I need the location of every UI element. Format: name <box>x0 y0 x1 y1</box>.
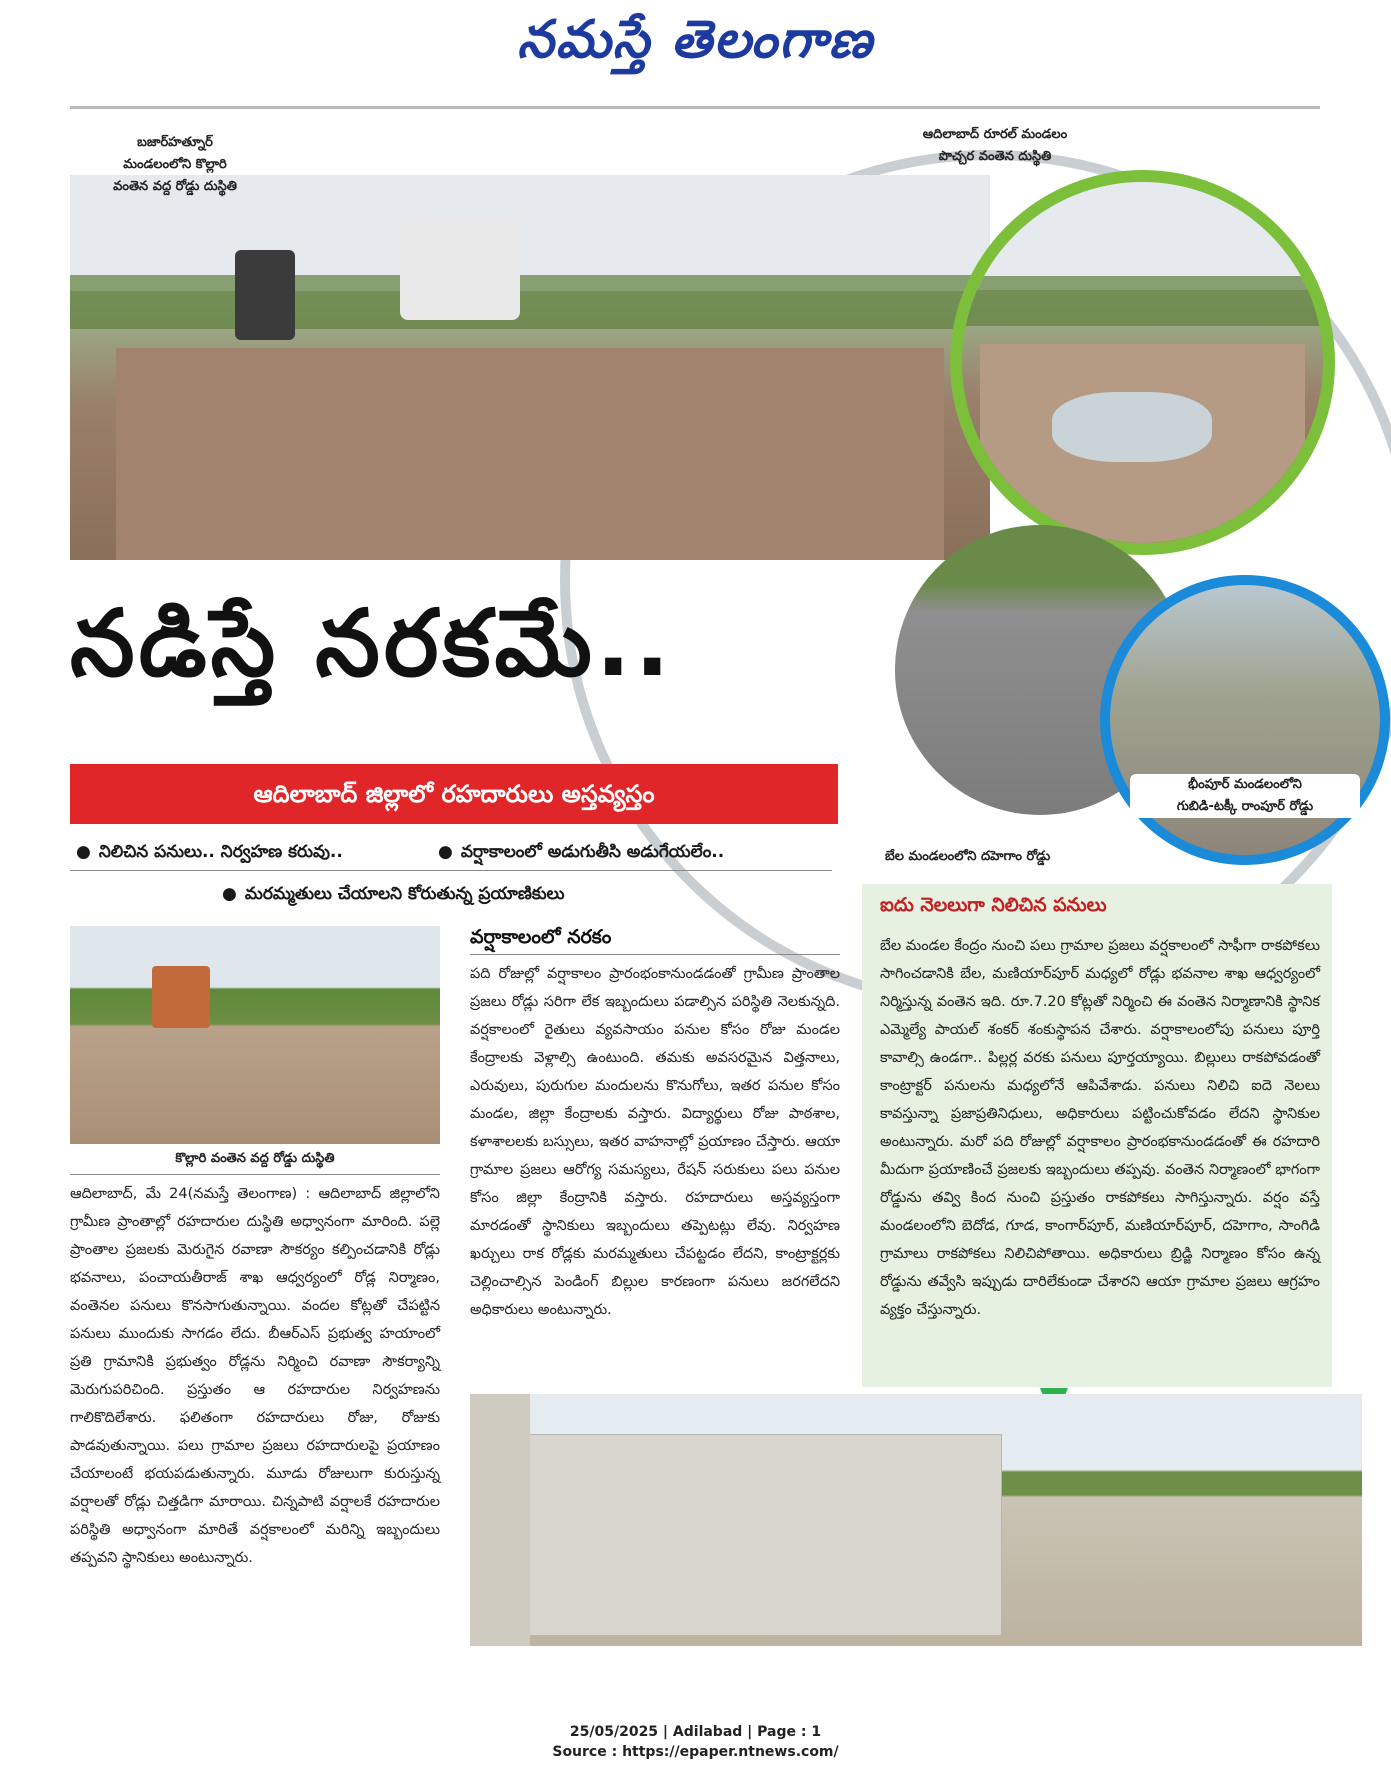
caption-rule <box>70 1174 440 1175</box>
caption-top-left: బజార్‌హత్నూర్ మండలంలోని కొల్లారి వంతెన వద్ద రోడ్డు దుస్థితి <box>113 135 237 194</box>
concrete-wall <box>520 1434 1002 1636</box>
bridge-construction-photo <box>470 1394 1362 1646</box>
caption-blue-circle: భీంపూర్ మండలంలోని గుబిడి-టక్కీ రాంపూర్ రోడ్డు <box>1130 774 1360 818</box>
bullet-2: ● వర్షాకాలంలో అడుగుతీసి అడుగేయలేం.. <box>438 842 724 866</box>
subheadline-bar: ఆదిలాబాద్ జిల్లాలో రహదారులు అస్తవ్యస్తం <box>70 764 838 824</box>
article-column-1: ఆదిలాబాద్, మే 24(నమస్తే తెలంగాణ) : ఆదిలాబాద్ జిల్లాలోని గ్రామీణ ప్రాంతాల్లో రహదారుల దుస్థితి అధ్వానంగా మారింది. పల్లె ప్రాంతాల ప్రజలకు మెరుగైన రవాణా సౌకర్యం కల్పించడానికి రోడ్లు భవనాలు, పంచాయతీరాజ్ శాఖ ఆధ్వర్యంలో రోడ్ల నిర్మాణం, వంతెనల పనులు కొనసాగుతున్నాయి. వందల కోట్లతో చేపట్టిన పనులు ముందుకు సాగడం లేదు. బీఆర్‌ఎస్ ప్రభుత్వ హయాంలో ప్రతి గ్రామానికి ప్రభుత్వం రోడ్లను నిర్మించి రవాణా సౌకర్యాన్ని మెరుగుపరిచింది. ప్రస్తుతం ఆ రహదారుల నిర్వహణను గాలికొదిలేశారు. ఫలితంగా రహదారులు రోజు, రోజుకు పాడవుతున్నాయి. పలు గ్రామాల ప్రజలు రహదారులపై ప్రయాణం చేయాలంటే భయపడుతున్నారు. మూడు రోజులుగా కురుస్తున్న వర్షాలతో రోడ్లు చిత్తడిగా మారాయి. చిన్నపాటి వర్షాలకే రహదారుల పరిస్థితి అధ్వానంగా మారితే వర్షకాలంలో మరిన్ని ఇబ్బందులు తప్పవని స్థానికులు అంటున్నారు. <box>70 1186 440 1566</box>
jeep <box>400 220 520 320</box>
masthead: నమస్తే తెలంగాణ <box>517 10 874 70</box>
puddle <box>1052 392 1212 462</box>
bullet-1: ● నిలిచిన పనులు.. నిర్వహణ కరువు.. <box>76 842 343 866</box>
footer-source-line[interactable]: Source : https://epaper.ntnews.com/ <box>552 1744 839 1760</box>
pochera-bridge-photo <box>950 170 1335 555</box>
motorbike <box>235 250 295 340</box>
caption-small-photo: కొల్లారి వంతెన వద్ద రోడ్డు దుస్థితి <box>175 1151 335 1166</box>
column-2-rule <box>470 954 840 955</box>
kollari-road-photo <box>70 926 440 1144</box>
bullet-divider <box>70 870 832 871</box>
column-2-heading: వర్షాకాలంలో నరకం <box>470 926 612 948</box>
sidebar-box <box>862 884 1332 1387</box>
footer-date-line: 25/05/2025 | Adilabad | Page : 1 <box>569 1724 822 1740</box>
gubidi-road-photo <box>1100 575 1390 865</box>
headline: నడిస్తే నరకమే.. <box>70 590 674 697</box>
main-road-photo <box>70 175 990 560</box>
bullet-3: ● మరమ్మతులు చేయాలని కోరుతున్న ప్రయాణికులు <box>222 884 565 908</box>
truck <box>152 966 210 1028</box>
sidebar-heading: ఐదు నెలలుగా నిలిచిన పనులు <box>880 894 1107 916</box>
caption-top-right: ఆదిలాబాద్ రూరల్ మండలం పొచ్చర వంతెన దుస్థితి <box>922 127 1068 164</box>
article-column-2: పది రోజుల్లో వర్షాకాలం ప్రారంభంకానుండడంతో గ్రామీణ ప్రాంతాల ప్రజలు రోడ్లు సరిగా లేక ఇబ్బందులు పడాల్సిన పరిస్థితి నెలకున్నది. వర్షకాలంలో రైతులు వ్యవసాయం పనుల కోసం రోజు మండల కేంద్రాలకు వెళ్లాల్సి ఉంటుంది. తమకు అవసరమైన విత్తనాలు, ఎరువులు, పురుగుల మందులను కొనుగోలు, ఇతర పనుల కోసం మండల, జిల్లా కేంద్రాలకు వస్తారు. విద్యార్థులు రోజు పాఠశాల, కళాశాలలకు బస్సులు, ఇతర వాహనాల్లో ప్రయాణం చేస్తారు. ఆయా గ్రామాల ప్రజలు ఆరోగ్య సమస్యలు, రేషన్ సరుకులు పలు పనుల కోసం జిల్లా కేంద్రానికి వస్తారు. రహదారులు అస్తవ్యస్తంగా మారడంతో స్థానికులు ఇబ్బందులు తప్పెటట్లు లేవు. నిర్వహణ ఖర్చులు రాక రోడ్లకు మరమ్మతులు చేపట్టడం లేదని, కాంట్రాక్టర్లకు చెల్లించాల్సిన పెండింగ్ బిల్లుల కారణంగా పనులు జరగలేదని అధికారులు అంటున్నారు. <box>470 966 840 1318</box>
masthead-rule <box>70 106 1320 109</box>
caption-bela: బేల మండలంలోని దహెగాం రోడ్డు <box>885 849 1051 864</box>
sidebar-text: బేల మండల కేంద్రం నుంచి పలు గ్రామాల ప్రజలు వర్షకాలంలో సాఫీగా రాకపోకలు సాగించడానికి బేల, మణియార్‌పూర్ మధ్యలో రోడ్లు భవనాల శాఖ ఆధ్వర్యంలో నిర్మిస్తున్న వంతెన ఇది. రూ.7.20 కోట్లతో నిర్మించి ఈ వంతెన నిర్మాణానికి స్థానిక ఎమ్మెల్యే పాయల్ శంకర్ శంకుస్థాపన చేశారు. వర్షాకాలంలోపు పనులు పూర్తి కావాల్సి ఉండగా.. పిల్లర్ల వరకు పనులు పూర్తయ్యాయి. బిల్లులు రాకపోవడంతో కాంట్రాక్టర్ పనులను మధ్యలోనే ఆపివేశాడు. పనులు నిలిచి ఐదె నెలలు కావస్తున్నా ప్రజాప్రతినిధులు, అధికారులు పట్టించుకోవడం లేదని స్థానికుల అంటున్నారు. మరో పది రోజుల్లో వర్షాకాలం ప్రారంభకానుండడంతో ఈ రహదారి మీదుగా ప్రయాణించే ప్రజలకు ఇబ్బందులు తప్పవు. వంతెన నిర్మాణంలో భాగంగా రోడ్డును తవ్వి కింద నుంచి ప్రస్తుతం రాకపోకలు సాగిస్తున్నారు. వర్షం వస్తే మండలంలోని బెదోడ, గూడ, కాంగార్‌పూర్, మణియార్‌పూర్, దహెగాం, సాంగిడి గ్రామాలు రాకపోకలు నిలిచిపోతాయి. అధికారులు బ్రిడ్జి నిర్మాణం కోసం ఉన్న రోడ్డును తవ్వేసి ఇప్పుడు దారిలేకుండా చేశారని ఆయా గ్రామాల ప్రజలు ఆగ్రహం వ్యక్తం చేస్తున్నారు. <box>880 938 1320 1318</box>
concrete-pillar <box>470 1394 530 1646</box>
page-footer <box>0 1722 1391 1762</box>
